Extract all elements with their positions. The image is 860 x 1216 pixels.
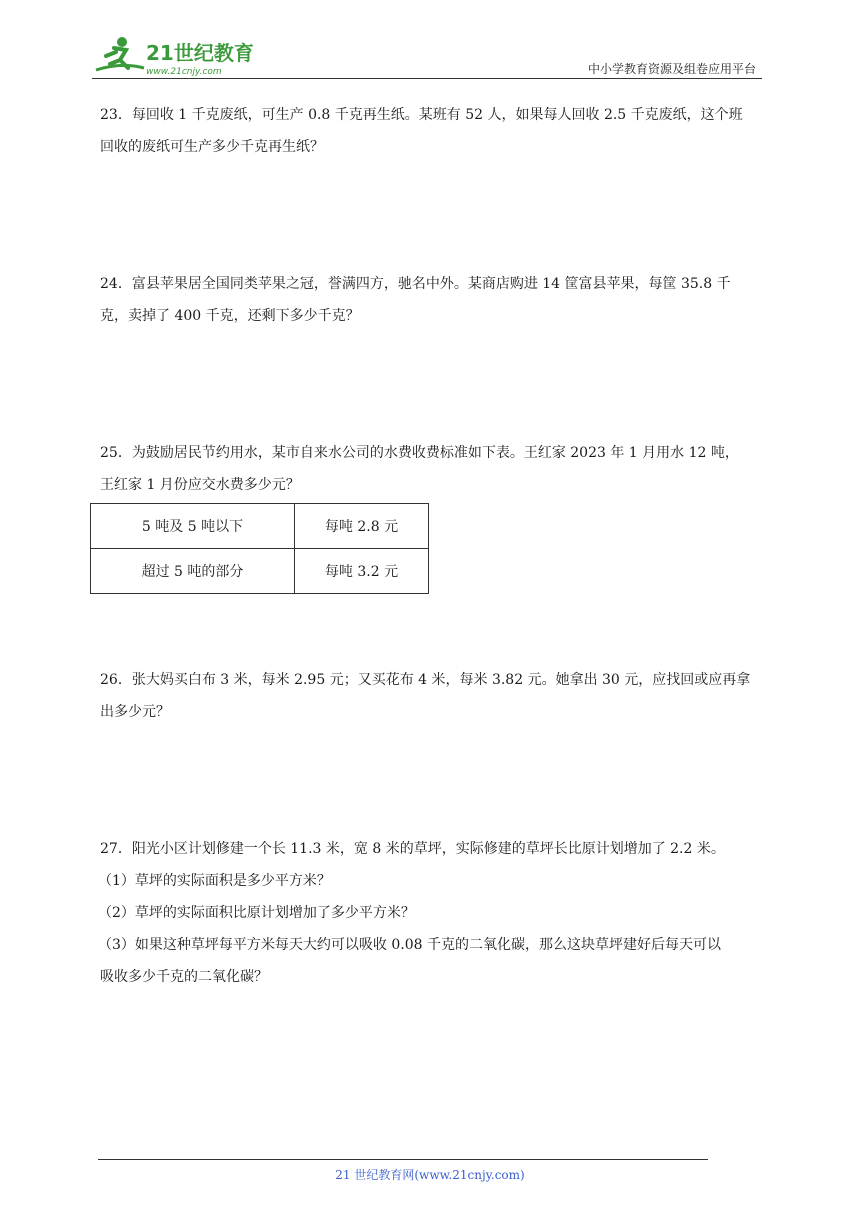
question-line: 出多少元？ <box>100 704 170 720</box>
table-cell: 超过 5 吨的部分 <box>91 549 295 594</box>
sub-question: （3）如果这种草坪每平方米每天大约可以吸收 0.08 千克的二氧化碳，那么这块草坪建好后每天可以 <box>98 937 721 953</box>
sub-question: （1）草坪的实际面积是多少平方米？ <box>98 873 331 889</box>
table-row <box>91 504 429 549</box>
table-cell: 每吨 3.2 元 <box>295 549 429 594</box>
question-line: 回收的废纸可生产多少千克再生纸？ <box>100 139 324 155</box>
site-logo <box>92 34 262 78</box>
water-fee-table <box>90 503 429 594</box>
question-26 <box>100 664 762 728</box>
question-24 <box>100 268 762 332</box>
question-25 <box>100 437 762 501</box>
question-line: 26．张大妈买白布 3 米，每米 2.95 元；又买花布 4 米，每米 3.82 元。她拿出 30 元，应找回或应再拿 <box>100 672 751 688</box>
footer-link[interactable]: 21 世纪教育网(www.21cnjy.com) <box>335 1168 525 1182</box>
header-platform-text: 中小学教育资源及组卷应用平台 <box>587 62 756 76</box>
footer-divider <box>98 1159 708 1160</box>
question-27 <box>100 833 762 993</box>
question-line: 王红家 1 月份应交水费多少元？ <box>100 477 300 493</box>
runner-logo-icon <box>92 34 262 78</box>
question-line: 克，卖掉了 400 千克，还剩下多少千克？ <box>100 308 360 324</box>
logo-url: www.21cnjy.com <box>146 67 222 77</box>
question-line: 24．富县苹果居全国同类苹果之冠，誉满四方，驰名中外。某商店购进 14 筐富县苹果，每筐 35.8 千 <box>100 276 731 292</box>
question-line: 25．为鼓励居民节约用水，某市自来水公司的水费收费标准如下表。王红家 2023 年 1 月用水 12 吨， <box>100 445 739 461</box>
question-23 <box>100 99 762 163</box>
header-divider <box>92 78 762 79</box>
logo-title: 21世纪教育 <box>146 41 254 65</box>
question-line: 27．阳光小区计划修建一个长 11.3 米，宽 8 米的草坪，实际修建的草坪长比原计划增加了 2.2 米。 <box>100 841 725 857</box>
sub-question: （2）草坪的实际面积比原计划增加了多少平方米？ <box>98 905 415 921</box>
table-cell: 5 吨及 5 吨以下 <box>91 504 295 549</box>
sub-question: 吸收多少千克的二氧化碳？ <box>100 969 268 985</box>
question-line: 23．每回收 1 千克废纸，可生产 0.8 千克再生纸。某班有 52 人，如果每人回收 2.5 千克废纸，这个班 <box>100 107 743 123</box>
table-row <box>91 549 429 594</box>
table-cell: 每吨 2.8 元 <box>295 504 429 549</box>
